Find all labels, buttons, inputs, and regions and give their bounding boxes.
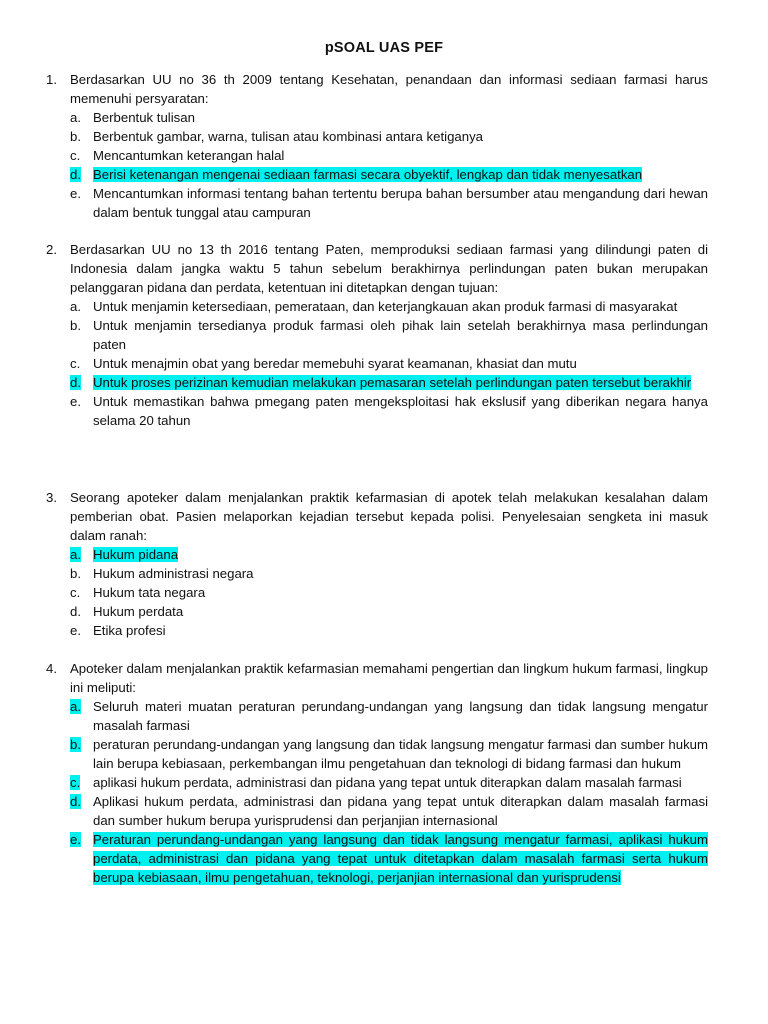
question-4: [46, 659, 708, 887]
question-number: 2.: [46, 242, 57, 257]
option-d-answer: d. Berisi ketenangan mengenai sediaan farmasi secara obyektif, lengkap dan tidak menyesatkan: [70, 167, 643, 182]
option-d: d. Aplikasi hukum perdata, administrasi dan pidana yang tepat untuk diterapkan dalam masalah farmasi dan sumber hukum berupa yurisprudensi dan perjanjian internasional: [70, 794, 708, 828]
option-d: d. Hukum perdata: [70, 604, 184, 619]
question-number: 4.: [46, 661, 57, 676]
option-b: b. Hukum administrasi negara: [70, 566, 254, 581]
option-b: b. peraturan perundang-undangan yang langsung dan tidak langsung mengatur farmasi dan sumber hukum lain berupa kebiasaan, perkembangan ilmu pengetahuan dan teknologi di bidang farmasi dan hukum: [70, 737, 708, 771]
option-c: c. Untuk menajmin obat yang beredar memebuhi syarat keamanan, khasiat dan mutu: [70, 356, 577, 371]
question-number: 1.: [46, 72, 57, 87]
option-e-answer: e. Peraturan perundang-undangan yang langsung dan tidak langsung mengatur farmasi, aplikasi hukum perdata, administrasi dan pidana yang tepat untuk ditetapkan dalam masalah farmasi serta hukum berupa kebiasaan, ilmu pengetahuan, teknologi, perjanjian internasional dan yurisprudensi: [70, 832, 708, 885]
option-b: b. Untuk menjamin tersedianya produk farmasi oleh pihak lain setelah berakhirnya masa perlindungan paten: [70, 318, 708, 352]
question-1: [46, 70, 708, 222]
question-text: Seorang apoteker dalam menjalankan praktik kefarmasian di apotek telah melakukan kesalahan dalam pemberian obat. Pasien melaporkan kejadian tersebut kepada polisi. Penyelesaian sengketa ini masuk dalam ranah:: [70, 490, 708, 543]
question-2: [46, 240, 708, 430]
option-a-answer: a. Hukum pidana: [70, 547, 179, 562]
option-e: e. Untuk memastikan bahwa pmegang paten mengeksploitasi hak ekslusif yang diberikan negara hanya selama 20 tahun: [70, 394, 708, 428]
question-number: 3.: [46, 490, 57, 505]
option-c: c. Hukum tata negara: [70, 585, 206, 600]
option-a: a. Untuk menjamin ketersediaan, pemerataan, dan keterjangkauan akan produk farmasi di masyarakat: [70, 299, 678, 314]
option-c: c. Mencantumkan keterangan halal: [70, 148, 285, 163]
question-text: Berdasarkan UU no 13 th 2016 tentang Paten, memproduksi sediaan farmasi yang dilindungi paten di Indonesia dalam jangka waktu 5 tahun sebelum berakhirnya perlindungan paten bukan merupakan pelanggaran pidana dan perdata, ketentuan ini ditetapkan dengan tujuan:: [70, 242, 708, 295]
option-c: c. aplikasi hukum perdata, administrasi dan pidana yang tepat untuk diterapkan dalam masalah farmasi: [70, 775, 682, 790]
question-text: Apoteker dalam menjalankan praktik kefarmasian memahami pengertian dan lingkum hukum farmasi, lingkup ini meliputi:: [70, 661, 708, 695]
question-text: Berdasarkan UU no 36 th 2009 tentang Kesehatan, penandaan dan informasi sediaan farmasi harus memenuhi persyaratan:: [70, 72, 708, 106]
option-d-answer: d. Untuk proses perizinan kemudian melakukan pemasaran setelah perlindungan paten tersebut berakhir: [70, 375, 692, 390]
option-a: a. Berbentuk tulisan: [70, 110, 195, 125]
option-b: b. Berbentuk gambar, warna, tulisan atau kombinasi antara ketiganya: [70, 129, 483, 144]
option-e: e. Mencantumkan informasi tentang bahan tertentu berupa bahan bersumber atau mengandung dari hewan dalam bentuk tunggal atau campuran: [70, 186, 708, 220]
option-a: a. Seluruh materi muatan peraturan perundang-undangan yang langsung dan tidak langsung mengatur masalah farmasi: [70, 699, 708, 733]
page-title: pSOAL UAS PEF: [324, 40, 444, 56]
question-3: [46, 488, 708, 640]
option-e: e. Etika profesi: [70, 623, 166, 638]
